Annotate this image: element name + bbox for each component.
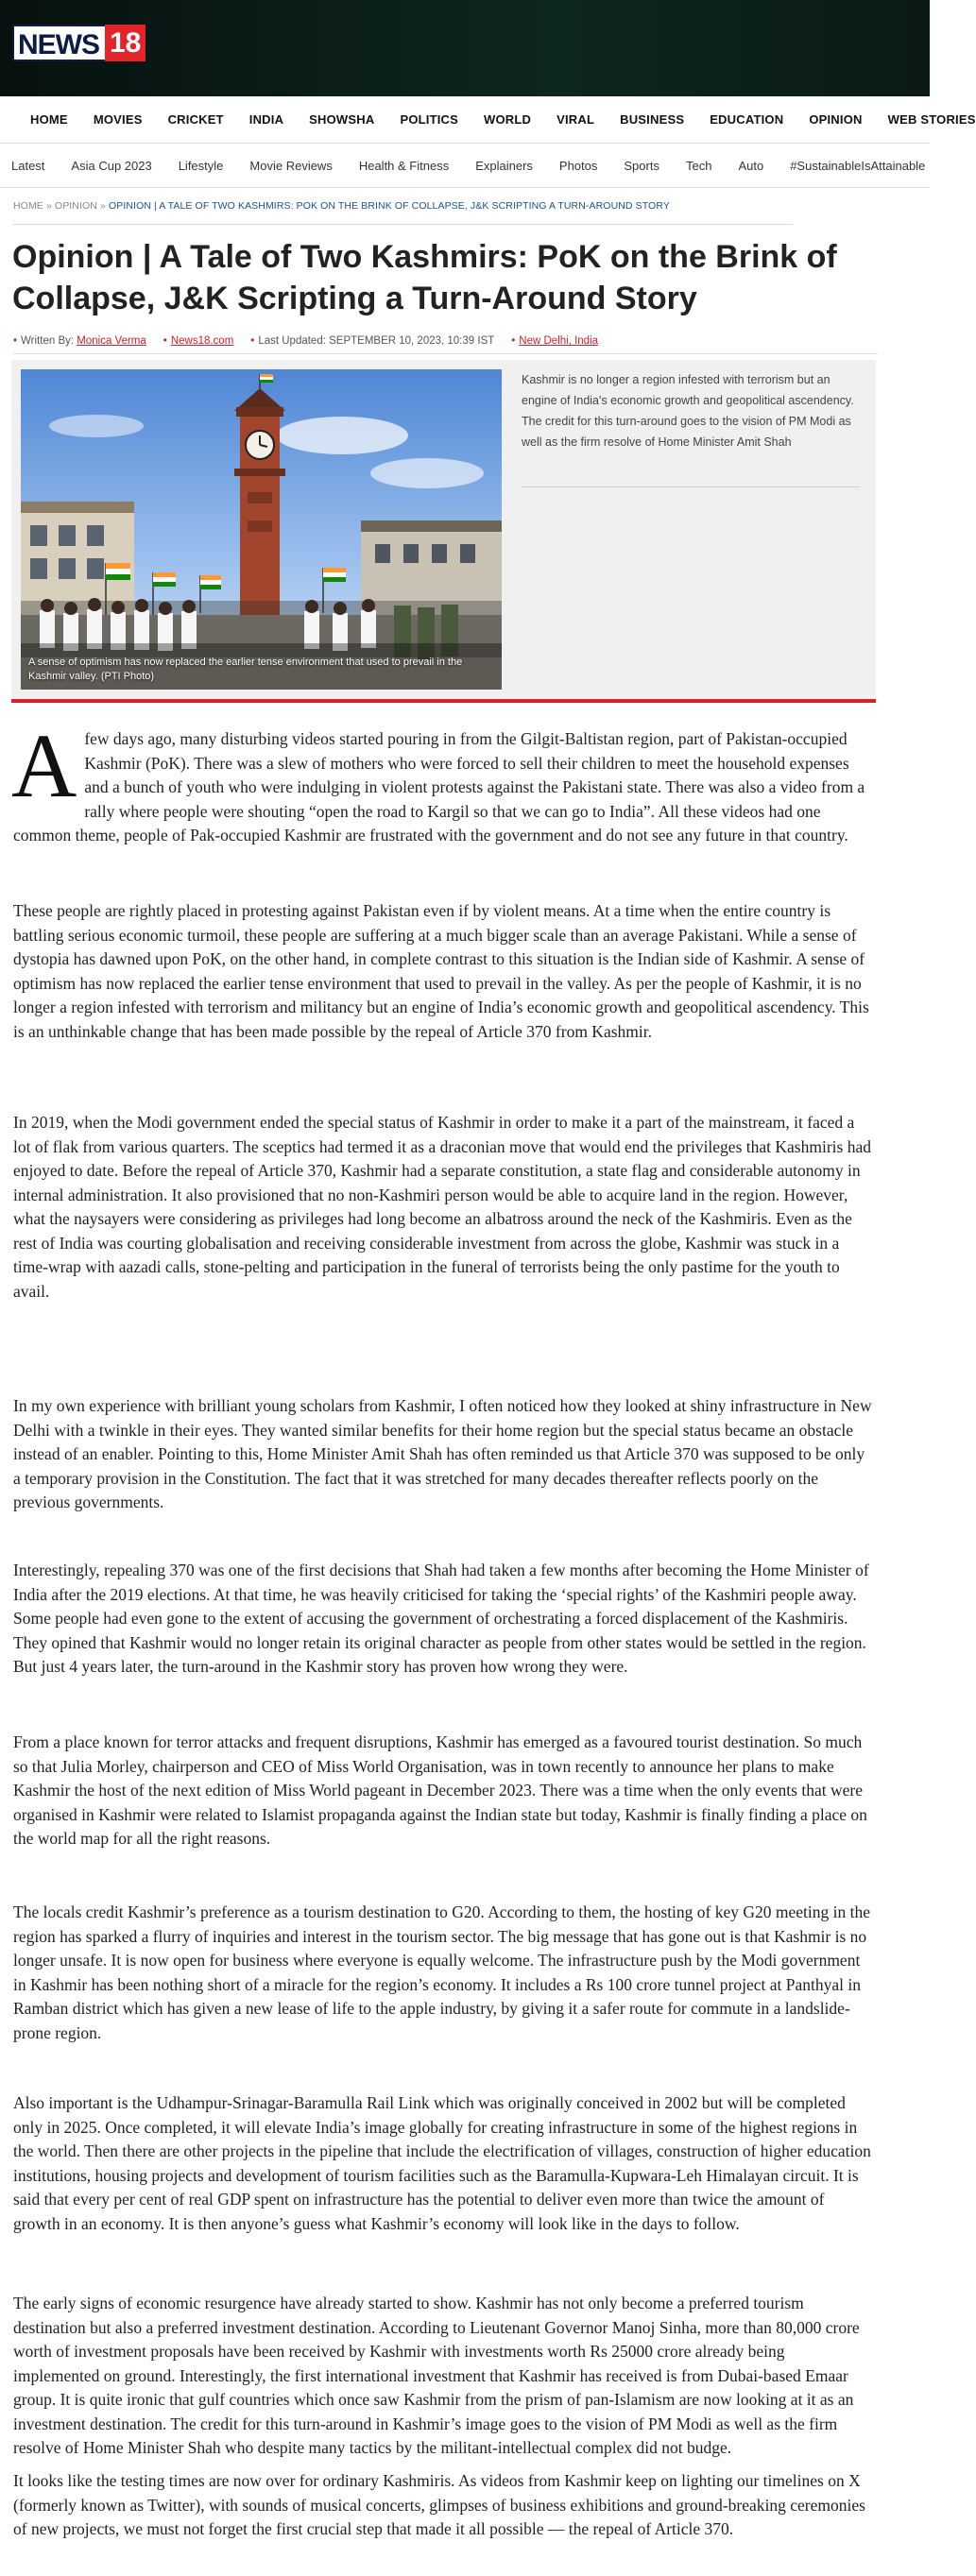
subnav-photos[interactable]: Photos bbox=[558, 158, 598, 173]
hero-caption: A sense of optimism has now replaced the earlier tense environment that used to prevail in the Kashmir valley. (PTI Photo) bbox=[28, 657, 463, 682]
subnav-tech[interactable]: Tech bbox=[685, 158, 712, 173]
article-paragraph: Afew days ago, many disturbing videos started pouring in from the Gilgit-Baltistan region, part of Pakistan-occupied Kashmir (PoK). There was a slew of mothers who were forced to sell their children to meet the household expenses and a bunch of youth who were indulging in violent protests against the Pakistani state. There was also a video from a rally where people were shouting “open the road to Kargil so that we can go to India”. All these videos had one common theme, people of Pak-occupied Kashmir are frustrated with the government and do not see any future in that country. bbox=[11, 715, 865, 844]
article-paragraph: In 2019, when the Modi government ended the special status of Kashmir in order to make it a part of the mainstream, it faced a lot of flak from various quarters. The sceptics had termed it as a draconian move that would end the privileges that Kashmiris had enjoyed to date. Before the repeal of Article 370, Kashmir had a separate constitution, a state flag and considerable autonomy in internal administration. It also provisioned that no non-Kashmiri person would be able to acquire land in the region. However, what the naysayers were considering as privileges had long become an albatross around the neck of the Kashmiris. Even as the rest of India was courting globalisation and receiving considerable investment from across the globe, Kashmir was stuck in a time-wrap with aazadi calls, stone-pelting and participation in the funeral of terrorists being the only pastime for the youth to avail. bbox=[13, 1113, 871, 1301]
subnav-latest[interactable]: Latest bbox=[11, 158, 45, 173]
breadcrumb-section[interactable]: OPINION bbox=[54, 200, 97, 212]
updated-info: • Last Updated: SEPTEMBER 10, 2023, 10:39 IST bbox=[250, 335, 495, 347]
article-paragraph: Also important is the Udhampur-Srinagar-Baramulla Rail Link which was originally conceived in 2002 but will be completed only in 2025. Once completed, it will elevate India’s image globally for creating infrastructure in some of the highest regions in the world. Then there are other projects in the pipeline that include the electrification of villages, construction of higher education institutions, housing projects and development of tourism facilities such as the Baramulla-Kupwara-Leh Himalayan circuit. It is said that every per cent of real GDP spent on infrastructure has the potential to deliver even more than twice the amount of growth in an economy. It is then anyone’s guess what Kashmir’s economy will look like in the days to follow. bbox=[13, 2093, 871, 2233]
article-paragraph: The early signs of economic resurgence have already started to show. Kashmir has not only become a preferred tourism destination but also a preferred investment destination. According to Lieutenant Governor Manoj Sinha, more than 80,000 crore worth of investment proposals have been received by Kashmir with investments worth Rs 25000 crore already being implemented on ground. Interestingly, the first international investment that Kashmir has received is from Dubai-based Emaar group. It is quite ironic that gulf countries which once saw Kashmir from the prism of pan-Islamism are now looking at it as an investment destination. The credit for this turn-around in Kashmir’s image goes to the vision of PM Modi as well as the firm resolve of Home Minister Shah who despite many tactics by the militant-intellectual complex did not budge. bbox=[13, 2294, 860, 2457]
page-title: Opinion | A Tale of Two Kashmirs: PoK on the Brink of Collapse, J&K Scripting a Turn-Around Story bbox=[12, 239, 837, 316]
divider bbox=[522, 486, 860, 487]
subnav-lifestyle[interactable]: Lifestyle bbox=[178, 158, 224, 173]
drop-cap: A bbox=[11, 715, 77, 816]
subnav-sustainable[interactable]: #SustainableIsAttainable bbox=[790, 158, 926, 173]
breadcrumb bbox=[13, 200, 670, 212]
nav-home[interactable]: HOME bbox=[30, 112, 68, 127]
location-link[interactable]: New Delhi, India bbox=[519, 335, 599, 347]
article-paragraph: It looks like the testing times are now over for ordinary Kashmiris. As videos from Kashmir keep on lighting our timelines on X (formerly known as Twitter), with sounds of musical concerts, glimpses of business exhibitions and ground-breaking ceremonies of new projects, we must not forget the first crucial step that made it all possible — the repeal of Article 370. bbox=[13, 2471, 865, 2538]
subnav-explainers[interactable]: Explainers bbox=[475, 158, 533, 173]
byline bbox=[13, 335, 598, 347]
nav-web-stories[interactable]: WEB STORIES bbox=[887, 112, 976, 127]
nav-india[interactable]: INDIA bbox=[248, 112, 284, 127]
article-paragraph: These people are rightly placed in protesting against Pakistan even if by violent means. At a time when the entire country is battling serious economic turmoil, these people are suffering at a much bigger scale than an average Pakistani. While a sense of dystopia has dawned upon PoK, on the other hand, in complete contrast to this situation is the Indian side of Kashmir. A sense of optimism has now replaced the earlier tense environment that used to prevail in the valley. As per the people of Kashmir, it is no longer a region infested with terrorism and militancy but an engine of India’s economic growth and geopolitical ascendency. This is an unthinkable change that has been made possible by the repeal of Article 370 from Kashmir. bbox=[13, 901, 869, 1041]
logo-number: 18 bbox=[105, 25, 146, 61]
news18-logo[interactable] bbox=[12, 21, 146, 65]
subnav-health[interactable]: Health & Fitness bbox=[358, 158, 450, 173]
hero-image[interactable] bbox=[21, 369, 502, 690]
divider bbox=[13, 224, 793, 225]
article-paragraph: In my own experience with brilliant young scholars from Kashmir, I often noticed how they looked at shiny infrastructure in New Delhi with a twinkle in their eyes. They wanted similar benefits for their home region but the special status became an obstacle instead of an enabler. Pointing to this, Home Minister Amit Shah has often reminded us that Article 370 was supposed to be only a temporary provision in the Constitution. The fact that it was stretched for many decades thereafter reflects poorly on the previous governments. bbox=[13, 1396, 872, 1511]
article-paragraph: Interestingly, repealing 370 was one of the first decisions that Shah had taken a few months after becoming the Home Minister of India after the 2019 elections. At that time, he was heavily criticised for taking the ‘special rights’ of the Kashmiri people away. Some people had even gone to the extent of accusing the government of orchestrating a forced displacement of the Kashmiris. They opined that Kashmir would no longer retain its original character as people from other states would be settled in the region. But just 4 years later, the turn-around in the Kashmir story has proven how wrong they were. bbox=[13, 1561, 869, 1676]
breadcrumb-current[interactable]: OPINION | A TALE OF TWO KASHMIRS: POK ON THE BRINK OF COLLAPSE, J&K SCRIPTING A TURN-AROUND STORY bbox=[108, 200, 670, 212]
site-header bbox=[0, 0, 930, 96]
subnav-asia-cup[interactable]: Asia Cup 2023 bbox=[71, 158, 152, 173]
logo-text: NEWS bbox=[12, 25, 107, 61]
main-nav bbox=[0, 96, 976, 144]
nav-education[interactable]: EDUCATION bbox=[710, 112, 784, 127]
article-paragraph: The locals credit Kashmir’s preference as a tourism destination to G20. According to them, the hosting of key G20 meeting in the region has sparked a flurry of inquiries and interest in the tourism sector. The big message that has gone out is that Kashmir is no longer unsafe. It is now open for business where everyone is equally welcome. The infrastructure push by the Modi government in Kashmir has been nothing short of a miracle for the region’s economy. It includes a Rs 100 crore tunnel project at Panthyal in Ramban district which has given a new lease of life to the apple industry, by giving it a safer route for commute in a landslide-prone region. bbox=[13, 1902, 871, 2042]
author-link[interactable]: Monica Verma bbox=[77, 335, 146, 347]
divider bbox=[13, 353, 878, 354]
nav-world[interactable]: WORLD bbox=[484, 112, 532, 127]
section-divider bbox=[11, 699, 876, 703]
nav-politics[interactable]: POLITICS bbox=[400, 112, 459, 127]
nav-business[interactable]: BUSINESS bbox=[620, 112, 685, 127]
outlet-info: • News18.com bbox=[163, 335, 234, 347]
breadcrumb-separator: » bbox=[45, 200, 52, 212]
nav-viral[interactable]: VIRAL bbox=[556, 112, 595, 127]
author-info: • Written By: Monica Verma bbox=[13, 335, 146, 347]
nav-cricket[interactable]: CRICKET bbox=[167, 112, 224, 127]
nav-movies[interactable]: MOVIES bbox=[93, 112, 143, 127]
subnav-sports[interactable]: Sports bbox=[624, 158, 659, 173]
breadcrumb-home[interactable]: HOME bbox=[13, 200, 43, 212]
subnav-movie-reviews[interactable]: Movie Reviews bbox=[249, 158, 333, 173]
nav-opinion[interactable]: OPINION bbox=[809, 112, 863, 127]
article-paragraph: From a place known for terror attacks and frequent disruptions, Kashmir has emerged as a favoured tourist destination. So much so that Julia Morley, chairperson and CEO of Miss World Organisation, was in town recently to announce her plans to make Kashmir the host of the next edition of Miss World pageant in December 2023. There was a time when the only events that were organised in Kashmir were related to Islamist propaganda against the Indian state but today, Kashmir is finally finding a place on the world map for all the right reasons. bbox=[13, 1732, 867, 1848]
outlet-link[interactable]: News18.com bbox=[170, 335, 234, 347]
highlight-summary: Kashmir is no longer a region infested with terrorism but an engine of India's economic growth and geopolitical ascendency. The credit for this turn-around goes to the vision of PM Modi as well as the firm resolve of Home Minister Amit Shah bbox=[522, 373, 854, 449]
subnav-auto[interactable]: Auto bbox=[738, 158, 764, 173]
location-info: • New Delhi, India bbox=[511, 335, 599, 347]
breadcrumb-separator: » bbox=[100, 200, 106, 212]
sub-nav bbox=[0, 144, 930, 188]
nav-showsha[interactable]: SHOWSHA bbox=[309, 112, 375, 127]
hero-section bbox=[11, 360, 876, 699]
